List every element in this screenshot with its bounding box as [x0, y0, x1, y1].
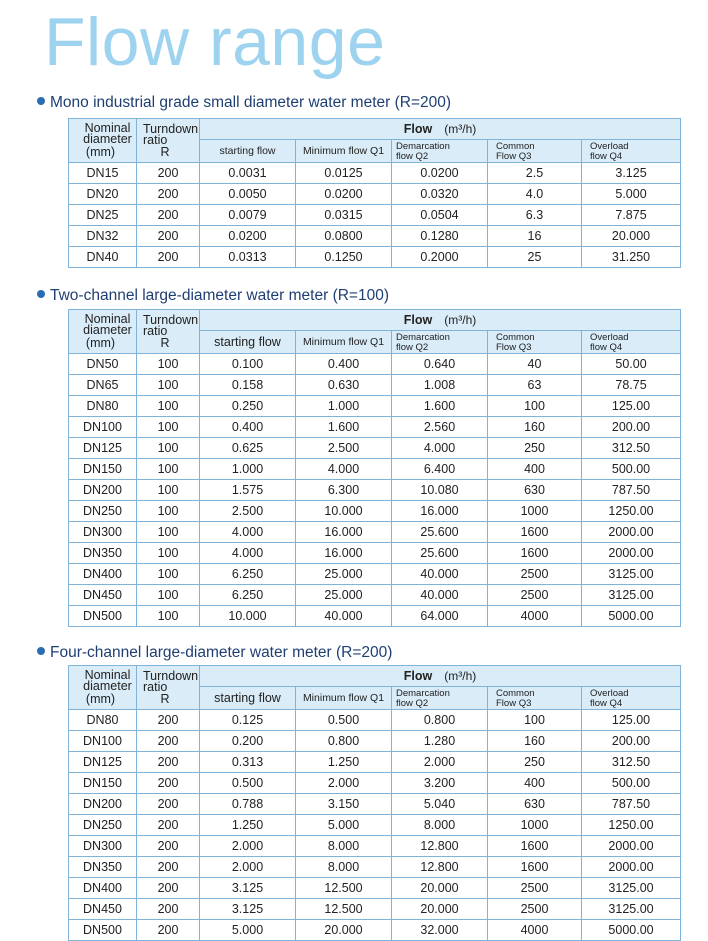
minimum-flow-header: Minimum flow Q1	[296, 140, 392, 163]
table-row	[69, 585, 681, 606]
table-cell: 1000	[488, 501, 582, 522]
turndown-ratio-header: Turndown ratio R	[137, 119, 200, 163]
table-cell: 0.125	[200, 710, 296, 731]
table-cell: 3.200	[392, 773, 488, 794]
table-cell: 3.150	[296, 794, 392, 815]
table-cell: 100	[137, 459, 200, 480]
table-cell: 25.600	[392, 522, 488, 543]
table-cell: 10.000	[200, 606, 296, 627]
table-cell: 5.000	[582, 184, 681, 205]
bullet-icon	[37, 97, 45, 105]
table-cell: 12.800	[392, 857, 488, 878]
table-cell: 40.000	[392, 564, 488, 585]
table-cell: DN500	[69, 920, 137, 941]
table-cell: 200	[137, 710, 200, 731]
table-cell: 4000	[488, 920, 582, 941]
table-row	[69, 857, 681, 878]
table-row	[69, 480, 681, 501]
table-cell: 200	[137, 857, 200, 878]
table-cell: 2500	[488, 564, 582, 585]
table-cell: 0.0504	[392, 205, 488, 226]
table-cell: DN250	[69, 501, 137, 522]
table-cell: 100	[137, 543, 200, 564]
table-cell: 0.313	[200, 752, 296, 773]
demarcation-flow-header: Demarcation flow Q2	[392, 140, 488, 163]
table-row	[69, 731, 681, 752]
table-cell: 630	[488, 480, 582, 501]
table-cell: 4.000	[296, 459, 392, 480]
table-cell: 2500	[488, 585, 582, 606]
table-cell: 200.00	[582, 417, 681, 438]
table-cell: 8.000	[296, 836, 392, 857]
turndown-ratio-header: Turndown ratio R	[137, 310, 200, 354]
table-cell: 40	[488, 354, 582, 375]
table-cell: 6.250	[200, 564, 296, 585]
table-cell: 4.000	[200, 522, 296, 543]
table-cell: 25.600	[392, 543, 488, 564]
table-cell: 200.00	[582, 731, 681, 752]
nominal-diameter-header: Nominal diameter (mm)	[69, 119, 137, 163]
table-cell: 20.000	[392, 899, 488, 920]
table-cell: 787.50	[582, 794, 681, 815]
table-row	[69, 920, 681, 941]
table-row	[69, 417, 681, 438]
table-cell: 16.000	[296, 522, 392, 543]
table-cell: DN150	[69, 773, 137, 794]
table-cell: DN400	[69, 564, 137, 585]
table-cell: 0.1250	[296, 247, 392, 268]
table-cell: 2.000	[200, 836, 296, 857]
table-cell: 312.50	[582, 438, 681, 459]
table-cell: 2.000	[392, 752, 488, 773]
table-cell: 1.008	[392, 375, 488, 396]
table-row	[69, 878, 681, 899]
table-cell: 200	[137, 226, 200, 247]
bullet-icon	[37, 290, 45, 298]
table-cell: 0.800	[296, 731, 392, 752]
table-cell: 3125.00	[582, 899, 681, 920]
table-cell: DN32	[69, 226, 137, 247]
table-cell: 5000.00	[582, 606, 681, 627]
table-row	[69, 752, 681, 773]
overload-flow-header: Overload flow Q4	[582, 140, 681, 163]
table-row	[69, 459, 681, 480]
table-cell: 0.500	[200, 773, 296, 794]
table-cell: 0.0200	[392, 163, 488, 184]
table-cell: 1.000	[296, 396, 392, 417]
table-cell: 1.575	[200, 480, 296, 501]
table-cell: DN200	[69, 794, 137, 815]
table-cell: 2500	[488, 899, 582, 920]
table-row	[69, 396, 681, 417]
table-cell: 32.000	[392, 920, 488, 941]
table-cell: 5000.00	[582, 920, 681, 941]
demarcation-flow-header: Demarcation flow Q2	[392, 331, 488, 354]
table-cell: 7.875	[582, 205, 681, 226]
minimum-flow-header: Minimum flow Q1	[296, 331, 392, 354]
table-cell: 3.125	[200, 878, 296, 899]
table-cell: 200	[137, 163, 200, 184]
table-row	[69, 836, 681, 857]
table-cell: 2.560	[392, 417, 488, 438]
table-cell: 3.125	[582, 163, 681, 184]
table-cell: 40.000	[392, 585, 488, 606]
table-cell: 100	[137, 480, 200, 501]
table-cell: 12.800	[392, 836, 488, 857]
table-cell: 3.125	[200, 899, 296, 920]
flow-header: Flow (m³/h)	[200, 666, 681, 687]
table-cell: 3125.00	[582, 585, 681, 606]
table-cell: 1250.00	[582, 815, 681, 836]
minimum-flow-header: Minimum flow Q1	[296, 687, 392, 710]
table-cell: 0.630	[296, 375, 392, 396]
starting-flow-header: starting flow	[200, 140, 296, 163]
table-cell: 0.0079	[200, 205, 296, 226]
table-cell: 40.000	[296, 606, 392, 627]
table-cell: 4.0	[488, 184, 582, 205]
table-cell: 12.500	[296, 899, 392, 920]
table-cell: 2.000	[200, 857, 296, 878]
table-cell: 1600	[488, 836, 582, 857]
table-cell: DN400	[69, 878, 137, 899]
table-row	[69, 375, 681, 396]
flow-header: Flow (m³/h)	[200, 310, 681, 331]
table-cell: 100	[137, 354, 200, 375]
table-cell: 10.080	[392, 480, 488, 501]
table-cell: 200	[137, 878, 200, 899]
table-cell: 200	[137, 815, 200, 836]
table-cell: 12.500	[296, 878, 392, 899]
flow-table-two-channel	[68, 309, 681, 627]
table-cell: 1.250	[296, 752, 392, 773]
table-cell: 100	[137, 585, 200, 606]
table-cell: DN20	[69, 184, 137, 205]
overload-flow-header: Overload flow Q4	[582, 687, 681, 710]
table-cell: 78.75	[582, 375, 681, 396]
table-cell: DN450	[69, 899, 137, 920]
table-cell: 0.400	[296, 354, 392, 375]
table-cell: 100	[137, 501, 200, 522]
table-cell: 0.0125	[296, 163, 392, 184]
table-cell: DN200	[69, 480, 137, 501]
table-cell: 0.0050	[200, 184, 296, 205]
table-cell: 6.400	[392, 459, 488, 480]
table-cell: 63	[488, 375, 582, 396]
table-cell: 2.5	[488, 163, 582, 184]
table-cell: 8.000	[392, 815, 488, 836]
table-cell: DN450	[69, 585, 137, 606]
table-cell: 100	[137, 564, 200, 585]
table-cell: 4000	[488, 606, 582, 627]
table-cell: 100	[488, 710, 582, 731]
table-cell: 4.000	[392, 438, 488, 459]
table-cell: DN25	[69, 205, 137, 226]
table-cell: 1.600	[296, 417, 392, 438]
table-cell: DN300	[69, 522, 137, 543]
table-cell: 0.0031	[200, 163, 296, 184]
table-cell: 0.200	[200, 731, 296, 752]
table-cell: 100	[137, 375, 200, 396]
table-cell: 200	[137, 247, 200, 268]
table-cell: 2.500	[200, 501, 296, 522]
turndown-ratio-header: Turndown ratio R	[137, 666, 200, 710]
common-flow-header: Common Flow Q3	[488, 140, 582, 163]
table-cell: 500.00	[582, 773, 681, 794]
table-cell: 50.00	[582, 354, 681, 375]
table-cell: 630	[488, 794, 582, 815]
table-cell: 5.000	[296, 815, 392, 836]
table-cell: 0.158	[200, 375, 296, 396]
table-cell: 2.500	[296, 438, 392, 459]
table-cell: 1.280	[392, 731, 488, 752]
nominal-diameter-header: Nominal diameter (mm)	[69, 666, 137, 710]
table-row	[69, 247, 681, 268]
table-cell: 0.0320	[392, 184, 488, 205]
table-cell: DN40	[69, 247, 137, 268]
starting-flow-header: starting flow	[200, 687, 296, 710]
table-cell: 1.250	[200, 815, 296, 836]
table-cell: DN250	[69, 815, 137, 836]
table-cell: 200	[137, 184, 200, 205]
table-cell: DN100	[69, 731, 137, 752]
table-cell: 200	[137, 920, 200, 941]
table-cell: 160	[488, 731, 582, 752]
table-cell: 5.000	[200, 920, 296, 941]
table-cell: 100	[137, 417, 200, 438]
table-cell: DN125	[69, 438, 137, 459]
starting-flow-header: starting flow	[200, 331, 296, 354]
table-cell: 200	[137, 731, 200, 752]
table-row	[69, 606, 681, 627]
table-cell: 3125.00	[582, 564, 681, 585]
table-cell: 200	[137, 899, 200, 920]
table-cell: DN500	[69, 606, 137, 627]
table-cell: 0.0200	[200, 226, 296, 247]
table-cell: DN15	[69, 163, 137, 184]
table-cell: 100	[488, 396, 582, 417]
table-row	[69, 564, 681, 585]
section-title-mono: Mono industrial grade small diameter water meter (R=200)	[37, 93, 451, 113]
table-row	[69, 163, 681, 184]
table-cell: 100	[137, 606, 200, 627]
table-cell: 200	[137, 773, 200, 794]
table-cell: 0.625	[200, 438, 296, 459]
table-cell: 0.0800	[296, 226, 392, 247]
nominal-diameter-header: Nominal diameter (mm)	[69, 310, 137, 354]
table-row	[69, 226, 681, 247]
table-cell: 0.800	[392, 710, 488, 731]
table-row	[69, 815, 681, 836]
flow-table-four-channel	[68, 665, 681, 941]
table-row	[69, 501, 681, 522]
demarcation-flow-header: Demarcation flow Q2	[392, 687, 488, 710]
table-cell: 0.100	[200, 354, 296, 375]
table-cell: DN125	[69, 752, 137, 773]
table-cell: 0.640	[392, 354, 488, 375]
table-cell: DN300	[69, 836, 137, 857]
table-cell: 125.00	[582, 710, 681, 731]
table-row	[69, 205, 681, 226]
table-cell: 125.00	[582, 396, 681, 417]
table-cell: 0.0200	[296, 184, 392, 205]
table-cell: 200	[137, 752, 200, 773]
page-title: Flow range	[44, 4, 386, 80]
table-row	[69, 522, 681, 543]
table-cell: 250	[488, 752, 582, 773]
table-cell: 200	[137, 794, 200, 815]
table-cell: 2500	[488, 878, 582, 899]
table-cell: 400	[488, 773, 582, 794]
table-cell: 1000	[488, 815, 582, 836]
table-cell: 2.000	[296, 773, 392, 794]
table-row	[69, 773, 681, 794]
table-cell: DN100	[69, 417, 137, 438]
table-cell: 25.000	[296, 585, 392, 606]
table-row	[69, 438, 681, 459]
table-cell: 0.1280	[392, 226, 488, 247]
table-cell: 6.300	[296, 480, 392, 501]
table-cell: 64.000	[392, 606, 488, 627]
table-cell: 160	[488, 417, 582, 438]
table-cell: DN150	[69, 459, 137, 480]
table-row	[69, 899, 681, 920]
table-cell: 1600	[488, 857, 582, 878]
table-cell: 0.400	[200, 417, 296, 438]
table-cell: 16.000	[392, 501, 488, 522]
table-cell: 20.000	[392, 878, 488, 899]
flow-table-mono	[68, 118, 681, 268]
table-cell: 0.0315	[296, 205, 392, 226]
table-cell: 8.000	[296, 857, 392, 878]
section-title-four-channel: Four-channel large-diameter water meter (R=200)	[37, 643, 392, 663]
table-cell: 0.250	[200, 396, 296, 417]
table-cell: 2000.00	[582, 857, 681, 878]
table-cell: 2000.00	[582, 836, 681, 857]
table-cell: DN350	[69, 857, 137, 878]
common-flow-header: Common Flow Q3	[488, 331, 582, 354]
table-cell: DN50	[69, 354, 137, 375]
table-cell: 2000.00	[582, 543, 681, 564]
table-cell: 4.000	[200, 543, 296, 564]
table-cell: 16.000	[296, 543, 392, 564]
table-cell: 100	[137, 522, 200, 543]
table-cell: 6.3	[488, 205, 582, 226]
flow-header: Flow (m³/h)	[200, 119, 681, 140]
table-row	[69, 543, 681, 564]
table-cell: 1250.00	[582, 501, 681, 522]
table-cell: 1600	[488, 522, 582, 543]
table-row	[69, 184, 681, 205]
table-cell: 25	[488, 247, 582, 268]
table-cell: 20.000	[296, 920, 392, 941]
section-title-two-channel: Two-channel large-diameter water meter (R=100)	[37, 286, 389, 306]
table-cell: 500.00	[582, 459, 681, 480]
table-cell: 0.0313	[200, 247, 296, 268]
table-cell: 1.600	[392, 396, 488, 417]
table-cell: 400	[488, 459, 582, 480]
table-cell: 200	[137, 836, 200, 857]
table-cell: 25.000	[296, 564, 392, 585]
table-cell: DN65	[69, 375, 137, 396]
table-cell: 10.000	[296, 501, 392, 522]
table-cell: DN350	[69, 543, 137, 564]
table-row	[69, 794, 681, 815]
table-cell: DN80	[69, 710, 137, 731]
table-cell: 3125.00	[582, 878, 681, 899]
table-row	[69, 354, 681, 375]
table-cell: 0.2000	[392, 247, 488, 268]
table-row	[69, 710, 681, 731]
table-cell: 250	[488, 438, 582, 459]
table-cell: 312.50	[582, 752, 681, 773]
table-cell: 5.040	[392, 794, 488, 815]
table-cell: 100	[137, 438, 200, 459]
table-cell: 1600	[488, 543, 582, 564]
common-flow-header: Common Flow Q3	[488, 687, 582, 710]
table-cell: 16	[488, 226, 582, 247]
table-cell: 1.000	[200, 459, 296, 480]
table-cell: DN80	[69, 396, 137, 417]
table-cell: 0.500	[296, 710, 392, 731]
table-cell: 100	[137, 396, 200, 417]
table-cell: 200	[137, 205, 200, 226]
table-cell: 6.250	[200, 585, 296, 606]
table-cell: 2000.00	[582, 522, 681, 543]
table-cell: 31.250	[582, 247, 681, 268]
table-cell: 20.000	[582, 226, 681, 247]
overload-flow-header: Overload flow Q4	[582, 331, 681, 354]
table-cell: 0.788	[200, 794, 296, 815]
table-cell: 787.50	[582, 480, 681, 501]
bullet-icon	[37, 647, 45, 655]
